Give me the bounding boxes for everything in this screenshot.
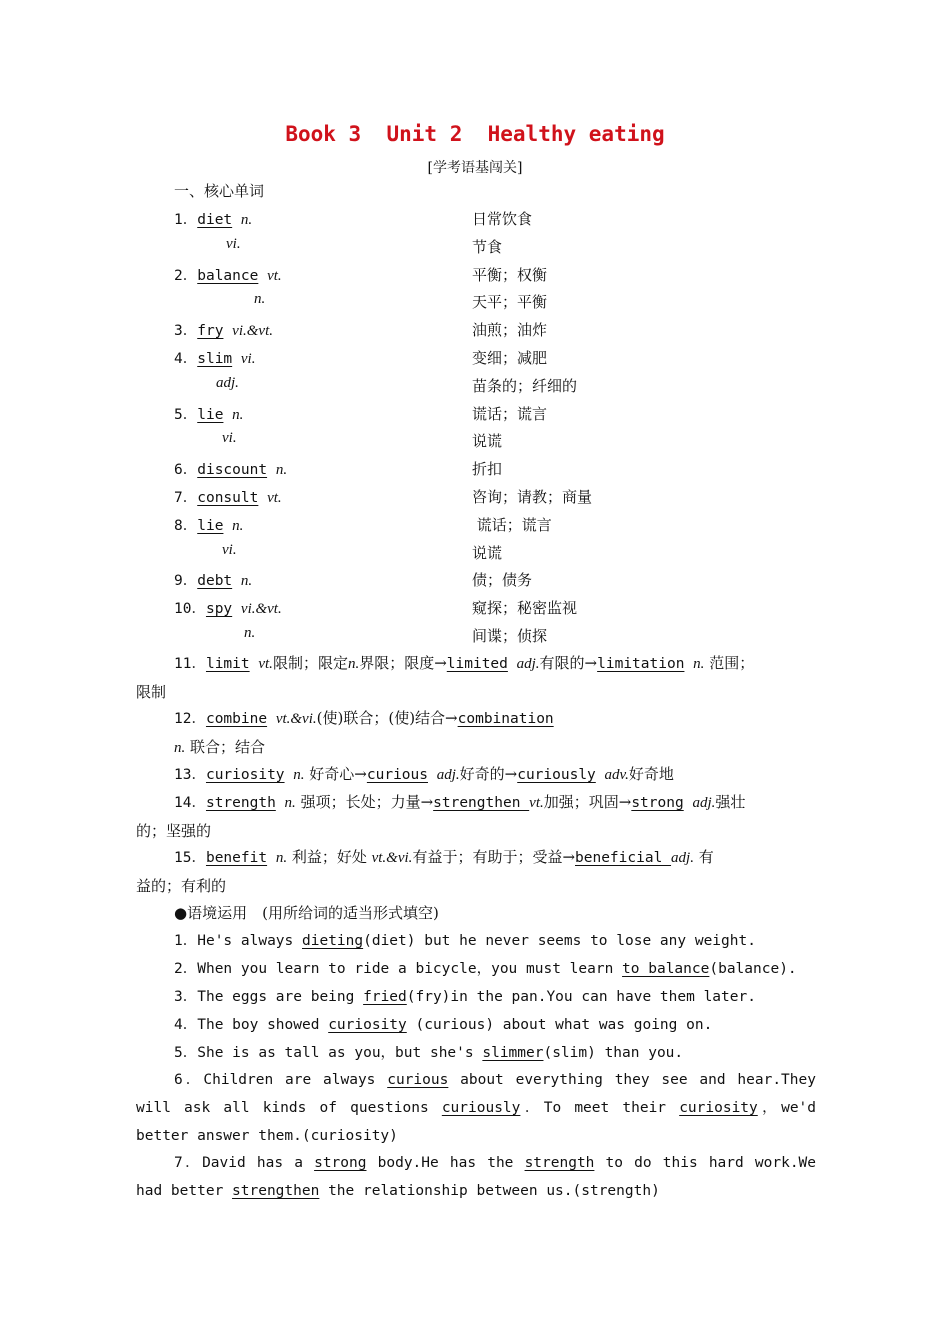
vocab-item-14: 14．strength n. 强项；长处；力量→strengthen vt.加强；巩固→strong adj.强壮 的；坚强的 xyxy=(136,793,746,840)
vocab-derived-word: combination xyxy=(457,711,554,727)
answer-blank: curiosity xyxy=(679,1099,758,1116)
exercise-sentence-4: 4．The boy showed curiosity (curious) about what was going on. xyxy=(174,1017,713,1033)
vocab-meaning: 平衡；权衡 xyxy=(472,265,548,284)
answer-blank: curiosity xyxy=(328,1017,407,1033)
vocab-meaning: 说谎 xyxy=(472,432,503,451)
vocab-row xyxy=(0,291,950,313)
vocab-entry: 9．debt n. xyxy=(174,573,253,590)
vocab-meaning: 油煎；油炸 xyxy=(472,321,548,340)
vocab-entry: adj. xyxy=(216,374,239,391)
vocab-entry: vi. xyxy=(226,235,241,252)
vocab-item-11: 11．limit vt.限制；限定n.界限；限度→limited adj.有限的→limitation n. 范围； 限制 xyxy=(136,654,755,701)
vocab-meaning: 说谎 xyxy=(472,543,503,562)
vocab-row xyxy=(0,458,950,480)
vocab-word: balance xyxy=(197,267,259,284)
vocab-entry: n. xyxy=(244,625,256,641)
vocab-word: lie xyxy=(197,517,224,534)
vocab-row xyxy=(0,347,950,369)
vocab-meaning: 间谍；侦探 xyxy=(472,627,548,645)
vocab-row xyxy=(0,486,950,508)
answer-blank: fried xyxy=(363,989,407,1005)
vocab-meaning: 日常饮食 xyxy=(472,210,533,228)
page-title: Book 3 Unit 2 Healthy eating xyxy=(285,122,665,146)
vocab-derived-word: curiously xyxy=(517,767,596,783)
vocab-word: limit xyxy=(205,656,250,672)
vocab-entry: vi. xyxy=(222,541,237,558)
vocab-word: discount xyxy=(197,462,268,479)
vocab-word: debt xyxy=(197,573,233,590)
vocab-word: curiosity xyxy=(205,767,285,783)
vocab-meaning: 谎话；谎言 xyxy=(472,404,548,423)
answer-blank: curiously xyxy=(441,1099,521,1116)
vocab-row xyxy=(0,319,950,341)
vocab-row xyxy=(0,430,950,452)
vocab-row xyxy=(0,514,950,536)
exercise-sentence-5: 5．She is as tall as you，but she's slimmer(slim) than you. xyxy=(174,1045,684,1061)
answer-blank: strengthen xyxy=(232,1182,320,1199)
vocab-item-12: 12．combine vt.&vi.(使)联合；(使)结合→combination n. 联合；结合 xyxy=(174,709,554,756)
vocab-entry: 3．fry vi.&vt. xyxy=(174,323,273,340)
vocab-row xyxy=(0,597,950,619)
vocab-meaning: 节食 xyxy=(472,237,503,256)
vocab-word: consult xyxy=(197,490,259,506)
vocab-meaning: 天平；平衡 xyxy=(472,293,548,312)
vocab-entry: n. xyxy=(254,291,266,308)
vocab-row xyxy=(0,208,950,230)
vocab-meaning: 折扣 xyxy=(472,460,503,479)
vocab-entry: 7．consult vt. xyxy=(174,490,282,506)
vocab-derived-word: strong xyxy=(631,795,684,811)
answer-blank: to balance xyxy=(622,961,710,977)
exercise-sentence-2: 2．When you learn to ride a bicycle，you must learn to balance(balance). xyxy=(174,961,797,977)
vocab-derived-word: strengthen xyxy=(433,795,530,811)
vocab-word: slim xyxy=(197,351,233,367)
vocab-word: combine xyxy=(205,711,268,727)
answer-blank: strength xyxy=(524,1155,595,1171)
vocab-entry: 4．slim vi. xyxy=(174,351,256,367)
section-subtitle: [学考语基闯关] xyxy=(427,160,523,176)
vocab-row xyxy=(0,375,950,397)
vocab-entry: 10．spy vi.&vt. xyxy=(174,601,282,618)
vocab-meaning: 变细；减肥 xyxy=(472,349,548,367)
vocab-row xyxy=(0,542,950,564)
vocab-word: diet xyxy=(197,212,233,228)
section-heading-vocab: 一、核心单词 xyxy=(174,182,265,200)
exercise-sentence-1: 1．He's always dieting(diet) but he never seems to lose any weight. xyxy=(174,933,756,949)
vocab-row xyxy=(0,569,950,591)
vocab-entry: 6．discount n. xyxy=(174,462,288,479)
vocab-entry: vi. xyxy=(222,430,237,447)
exercise-sentence-3: 3．The eggs are being fried(fry)in the pan.You can have them later. xyxy=(174,989,756,1005)
vocab-derived-word: curious xyxy=(366,767,428,783)
vocab-meaning: 债；债务 xyxy=(472,571,533,590)
vocab-derived-word: limitation xyxy=(597,656,685,672)
vocab-word: lie xyxy=(197,406,224,423)
vocab-meaning: 咨询；请教；商量 xyxy=(472,488,593,506)
vocab-row xyxy=(0,236,950,258)
answer-blank: dieting xyxy=(302,933,364,949)
vocab-item-15: 15．benefit n. 利益；好处 vt.&vi.有益于；有助于；受益→beneficial adj. 有 益的；有利的 xyxy=(136,848,714,895)
answer-blank: curious xyxy=(387,1072,449,1088)
vocab-entry: 5．lie n. xyxy=(174,406,244,423)
vocab-word: strength xyxy=(205,795,276,811)
vocab-row xyxy=(0,403,950,425)
answer-blank: slimmer xyxy=(482,1045,544,1061)
exercise-sentence-6: 6．Children are always curious about everything they see and hear.They will ask all kinds of questions curiously．To meet their curiosity，we'd better answer them.(curiosity) xyxy=(136,1072,817,1144)
vocab-derived-word: beneficial xyxy=(575,850,672,866)
vocab-entry: 2．balance vt. xyxy=(174,267,282,284)
vocab-meaning: 窥探；秘密监视 xyxy=(472,599,578,618)
exercise-sentence-7: 7．David has a strong body.He has the strength to do this hard work.We had better strengthen the relationship between us.(strength) xyxy=(136,1155,817,1199)
vocab-entry: 1．diet n. xyxy=(174,212,253,228)
vocab-row xyxy=(0,264,950,286)
vocab-row xyxy=(0,625,950,647)
vocab-entry: 8．lie n. xyxy=(174,517,244,534)
vocab-derived-word: limited xyxy=(446,656,508,672)
vocab-meaning: 谎话；谎言 xyxy=(472,515,552,534)
section-heading-context: ●语境运用 (用所给词的适当形式填空) xyxy=(174,904,439,922)
answer-blank: strong xyxy=(314,1155,367,1171)
vocab-item-13: 13．curiosity n. 好奇心→curious adj.好奇的→curiously adv.好奇地 xyxy=(174,765,674,783)
vocab-word: spy xyxy=(205,601,233,618)
vocab-word: benefit xyxy=(205,850,268,866)
vocab-meaning: 苗条的；纤细的 xyxy=(472,376,578,395)
vocab-word: fry xyxy=(197,323,224,340)
